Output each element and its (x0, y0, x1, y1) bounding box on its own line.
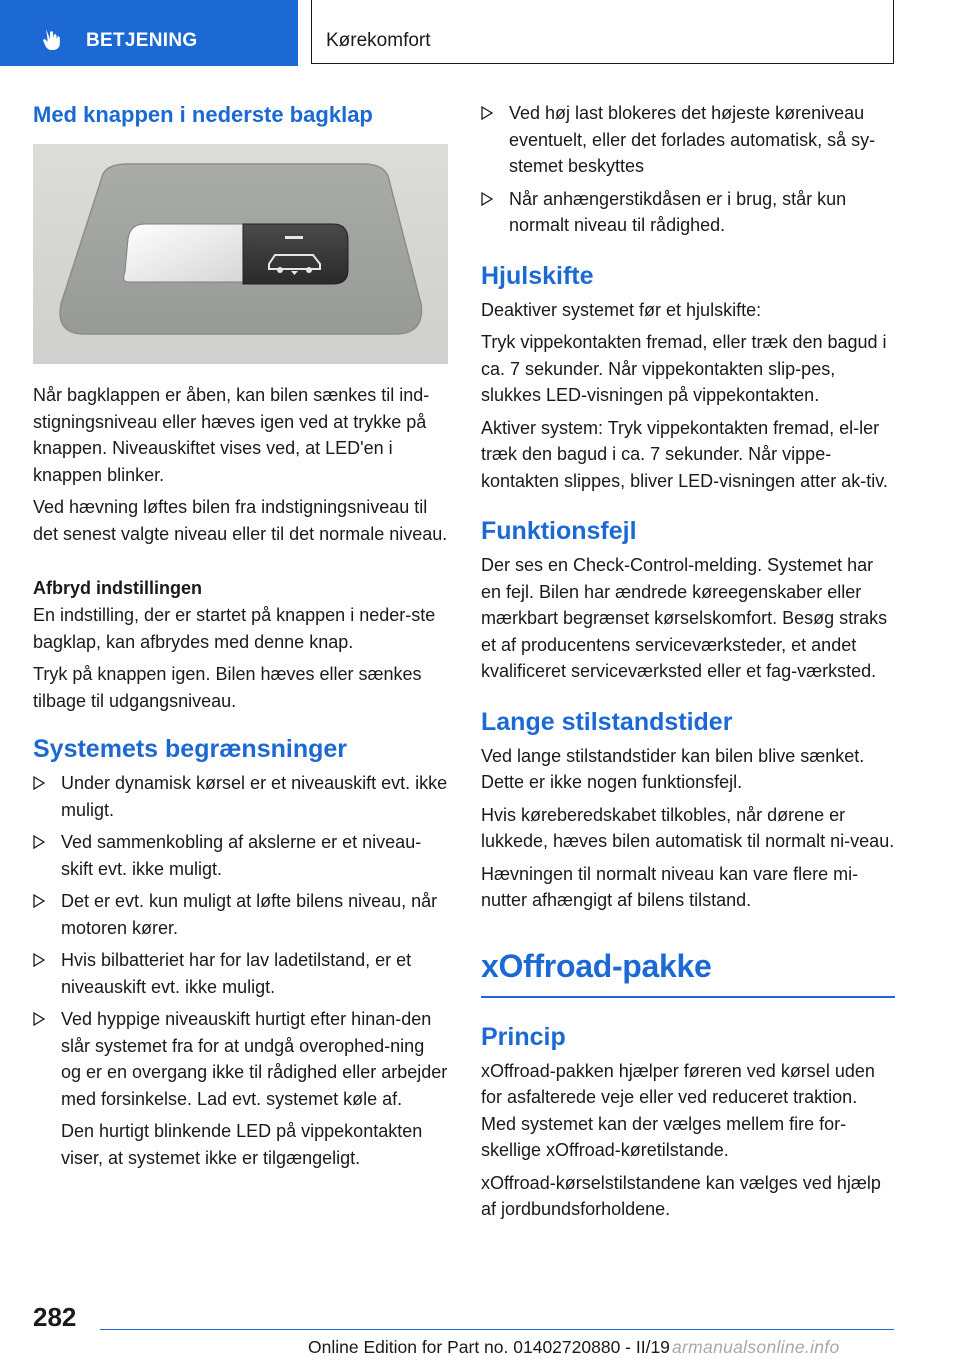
tailgate-button-photo (33, 144, 448, 364)
page-header (0, 0, 960, 66)
paragraph: Hævningen til normalt niveau kan vare flere mi‐nutter afhængigt af bilens tilstand. (481, 863, 859, 910)
list-item: Ved hyppige niveauskift hurtigt efter hinan‐den slår systemet fra for at undgå overophed‐ning og er en overgang ikke til rådighed eller arbejder med forsinkelse. Lad evt. systemet køle af. Den hurtigt blinkende LED på vippekontakten viser, at systemet ikke er tilgængeligt. (33, 1006, 448, 1171)
paragraph: Tryk vippekontakten fremad, eller træk den bagud i ca. 7 sekunder. Når vippekontakten slip‐pes, slukkes LED-visningen på vippekontakten. (481, 332, 887, 405)
cancel-heading: Afbryd indstillingen (33, 578, 202, 598)
triangle-bullet-icon (481, 106, 493, 120)
limits-list (33, 770, 448, 1171)
standstill-heading: Lange stilstandstider (481, 707, 733, 736)
list-item: Når anhængerstikdåsen er i brug, står kun normalt niveau til rådighed. (481, 186, 895, 239)
paragraph: Tryk på knappen igen. Bilen hæves eller sænkes tilbage til udgangsniveau. (33, 664, 422, 711)
triangle-bullet-icon (33, 953, 45, 967)
xoffroad-chapter-heading: xOffroad-pakke (481, 947, 712, 984)
watermark: armanualsonline.info (672, 1337, 840, 1357)
paragraph: Deaktiver systemet før et hjulskifte: (481, 299, 762, 320)
limits-list-continued (481, 100, 895, 239)
right-column (481, 100, 895, 1229)
paragraph: Aktiver system: Tryk vippekontakten fremad, el‐ler træk den bagud i ca. 7 sekunder. Når vippe‐kontakten slippes, bliver LED-visningen atter ak‐tiv. (481, 417, 888, 491)
paragraph: xOffroad-kørselstilstandene kan vælges ved hjælp af jordbundsforholdene. (481, 1172, 881, 1219)
paragraph: Hvis køreberedskabet tilkobles, når dørene er lukkede, hæves bilen automatisk til normalt ni‐veau. (481, 804, 895, 851)
triangle-bullet-icon (33, 1012, 45, 1026)
footer-divider (100, 1329, 894, 1330)
triangle-bullet-icon (33, 776, 45, 790)
page-number: 282 (33, 1302, 77, 1332)
paragraph: Ved lange stilstandstider kan bilen blive sænket. Dette er ikke nogen funktionsfejl. (481, 745, 865, 792)
paragraph: xOffroad-pakken hjælper føreren ved kørsel uden for asfalterede veje eller ved reduceret traktion. Med systemet kan der vælges mellem fire for‐skellige xOffroad-køretilstande. (481, 1060, 875, 1160)
list-item-note: Den hurtigt blinkende LED på vippekontakten viser, at systemet ikke er tilgængeligt. (61, 1121, 423, 1168)
chapter-tab (311, 0, 894, 64)
button-heading: Med knappen i nederste bagklap (33, 102, 373, 127)
section-tab (0, 0, 298, 66)
edition-info: Online Edition for Part no. 01402720880 - II/19 (308, 1337, 670, 1357)
triangle-bullet-icon (481, 192, 493, 206)
left-column (33, 100, 448, 1177)
paragraph: Når bagklappen er åben, kan bilen sænkes til ind‐stigningsniveau eller hæves igen ved at trykke på knappen. Niveauskiftet vises ved, at LED'en i knappen blinker. (33, 385, 430, 485)
limits-heading: Systemets begrænsninger (33, 735, 347, 763)
chapter-tab-label: Kørekomfort (326, 30, 431, 51)
principle-heading: Princip (481, 1022, 566, 1051)
list-item: Ved sammenkobling af akslerne er et niveau‐skift evt. ikke muligt. (33, 829, 448, 882)
triangle-bullet-icon (33, 894, 45, 908)
paragraph: Der ses en Check-Control-melding. Systemet har en fejl. Bilen har ændrede køreegenskaber eller mærkbart begrænset kørselskomfort. Besøg straks et af producentens serviceværksteder, et andet kvalificeret serviceværksted eller et fag‐værksted. (481, 555, 888, 681)
chapter-divider (481, 996, 895, 998)
list-item: Under dynamisk kørsel er et niveauskift evt. ikke muligt. (33, 770, 448, 823)
list-item: Ved høj last blokeres det højeste køreniveau eventuelt, eller det forlades automatisk, så sy‐stemet beskyttes (481, 100, 895, 180)
list-item: Det er evt. kun muligt at løfte bilens niveau, når motoren kører. (33, 888, 448, 941)
section-tab-label: BETJENING (86, 30, 198, 51)
malfunction-heading: Funktionsfejl (481, 517, 637, 545)
triangle-bullet-icon (33, 835, 45, 849)
wheel-change-heading: Hjulskifte (481, 261, 594, 290)
list-item: Hvis bilbatteriet har for lav ladetilstand, er et niveauskift evt. ikke muligt. (33, 947, 448, 1000)
paragraph: En indstilling, der er startet på knappen i neder‐ste bagklap, kan afbrydes med denne knap. (33, 605, 436, 652)
paragraph: Ved hævning løftes bilen fra indstigningsniveau til det senest valgte niveau eller til det normale niveau. (33, 497, 448, 544)
hand-pointer-icon (40, 26, 66, 52)
